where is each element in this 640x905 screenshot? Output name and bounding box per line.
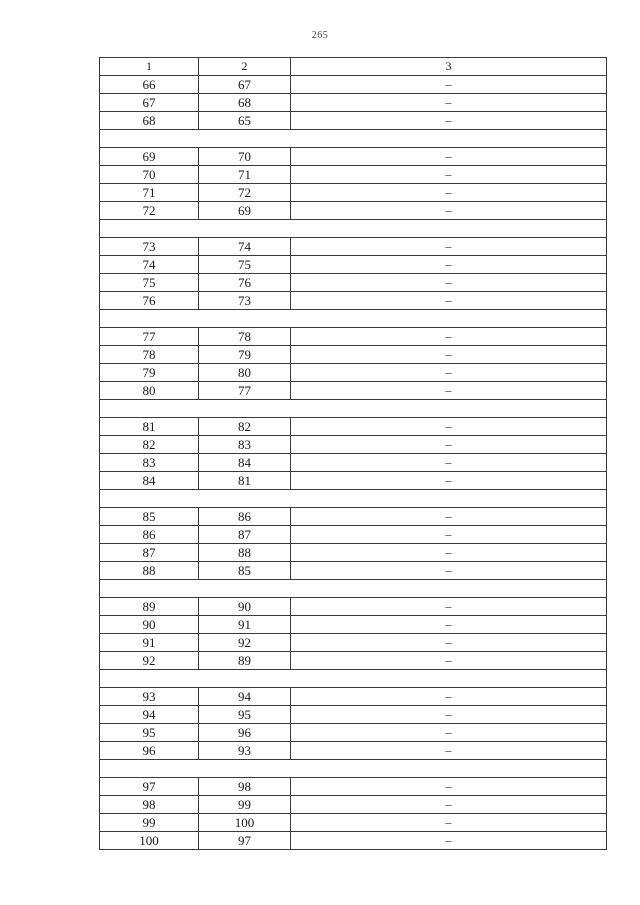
cell-col-1: 78 <box>100 346 199 364</box>
cell-col-1: 80 <box>100 382 199 400</box>
cell-col-3: – <box>291 796 607 814</box>
cell-col-2: 71 <box>199 166 291 184</box>
cell-col-3: – <box>291 652 607 670</box>
table-row <box>100 76 607 94</box>
cell-col-3: – <box>291 634 607 652</box>
group-separator <box>100 670 607 688</box>
group-separator <box>100 310 607 328</box>
table-row <box>100 94 607 112</box>
table-row <box>100 544 607 562</box>
cell-col-1: 96 <box>100 742 199 760</box>
cell-col-3: – <box>291 598 607 616</box>
cell-col-3: – <box>291 292 607 310</box>
cell-col-3: – <box>291 742 607 760</box>
cell-col-2: 76 <box>199 274 291 292</box>
table-row <box>100 724 607 742</box>
cell-col-1: 79 <box>100 364 199 382</box>
cell-col-2: 81 <box>199 472 291 490</box>
cell-col-1: 69 <box>100 148 199 166</box>
cell-col-2: 100 <box>199 814 291 832</box>
cell-col-3: – <box>291 724 607 742</box>
cell-col-2: 85 <box>199 562 291 580</box>
cell-col-2: 83 <box>199 436 291 454</box>
cell-col-1: 70 <box>100 166 199 184</box>
cell-col-3: – <box>291 418 607 436</box>
table-row <box>100 634 607 652</box>
cell-col-1: 77 <box>100 328 199 346</box>
cell-col-1: 97 <box>100 778 199 796</box>
cell-col-2: 77 <box>199 382 291 400</box>
cell-col-2: 65 <box>199 112 291 130</box>
table-row <box>100 796 607 814</box>
cell-col-1: 98 <box>100 796 199 814</box>
table-row <box>100 814 607 832</box>
cell-col-1: 66 <box>100 76 199 94</box>
cell-col-3: – <box>291 688 607 706</box>
group-separator <box>100 220 607 238</box>
cell-col-1: 100 <box>100 832 199 850</box>
table-row <box>100 652 607 670</box>
cell-col-3: – <box>291 166 607 184</box>
cell-col-2: 93 <box>199 742 291 760</box>
table-row <box>100 148 607 166</box>
cell-col-1: 93 <box>100 688 199 706</box>
cell-col-3: – <box>291 436 607 454</box>
cell-col-3: – <box>291 148 607 166</box>
cell-col-2: 73 <box>199 292 291 310</box>
cell-col-3: – <box>291 94 607 112</box>
data-table <box>99 57 607 850</box>
cell-col-3: – <box>291 238 607 256</box>
cell-col-3: – <box>291 346 607 364</box>
cell-col-1: 71 <box>100 184 199 202</box>
cell-col-2: 79 <box>199 346 291 364</box>
cell-col-3: – <box>291 706 607 724</box>
table-row <box>100 778 607 796</box>
cell-col-3: – <box>291 454 607 472</box>
cell-col-1: 89 <box>100 598 199 616</box>
table-row <box>100 238 607 256</box>
cell-col-3: – <box>291 274 607 292</box>
table-row <box>100 346 607 364</box>
table-row <box>100 472 607 490</box>
column-header: 2 <box>199 58 291 76</box>
group-separator-cell <box>100 400 607 418</box>
table-row <box>100 364 607 382</box>
table-row <box>100 184 607 202</box>
group-separator-cell <box>100 580 607 598</box>
group-separator-cell <box>100 760 607 778</box>
cell-col-3: – <box>291 382 607 400</box>
cell-col-2: 88 <box>199 544 291 562</box>
cell-col-1: 94 <box>100 706 199 724</box>
cell-col-1: 82 <box>100 436 199 454</box>
cell-col-1: 87 <box>100 544 199 562</box>
table-row <box>100 436 607 454</box>
cell-col-3: – <box>291 364 607 382</box>
table-row <box>100 112 607 130</box>
cell-col-1: 81 <box>100 418 199 436</box>
group-separator-cell <box>100 220 607 238</box>
group-separator-cell <box>100 670 607 688</box>
cell-col-3: – <box>291 616 607 634</box>
table-row <box>100 688 607 706</box>
table-row <box>100 256 607 274</box>
cell-col-1: 99 <box>100 814 199 832</box>
table-row <box>100 166 607 184</box>
cell-col-1: 90 <box>100 616 199 634</box>
cell-col-3: – <box>291 202 607 220</box>
page-number: 265 <box>311 30 329 41</box>
table-row <box>100 418 607 436</box>
cell-col-2: 82 <box>199 418 291 436</box>
group-separator-cell <box>100 310 607 328</box>
cell-col-3: – <box>291 814 607 832</box>
group-separator <box>100 490 607 508</box>
table-row <box>100 616 607 634</box>
column-header: 3 <box>291 58 607 76</box>
cell-col-2: 99 <box>199 796 291 814</box>
cell-col-2: 89 <box>199 652 291 670</box>
cell-col-2: 69 <box>199 202 291 220</box>
table-row <box>100 382 607 400</box>
cell-col-2: 78 <box>199 328 291 346</box>
group-separator-cell <box>100 130 607 148</box>
cell-col-3: – <box>291 544 607 562</box>
cell-col-2: 80 <box>199 364 291 382</box>
cell-col-2: 70 <box>199 148 291 166</box>
table-row <box>100 706 607 724</box>
cell-col-2: 94 <box>199 688 291 706</box>
cell-col-1: 74 <box>100 256 199 274</box>
group-separator <box>100 580 607 598</box>
cell-col-3: – <box>291 508 607 526</box>
cell-col-1: 95 <box>100 724 199 742</box>
cell-col-2: 97 <box>199 832 291 850</box>
cell-col-3: – <box>291 562 607 580</box>
cell-col-1: 84 <box>100 472 199 490</box>
table-row <box>100 562 607 580</box>
cell-col-2: 72 <box>199 184 291 202</box>
cell-col-3: – <box>291 328 607 346</box>
group-separator-cell <box>100 490 607 508</box>
cell-col-3: – <box>291 832 607 850</box>
table-row <box>100 292 607 310</box>
table-row <box>100 202 607 220</box>
table-row <box>100 508 607 526</box>
cell-col-2: 84 <box>199 454 291 472</box>
cell-col-3: – <box>291 472 607 490</box>
cell-col-3: – <box>291 184 607 202</box>
cell-col-2: 68 <box>199 94 291 112</box>
cell-col-1: 92 <box>100 652 199 670</box>
cell-col-3: – <box>291 526 607 544</box>
cell-col-3: – <box>291 76 607 94</box>
cell-col-2: 90 <box>199 598 291 616</box>
cell-col-2: 86 <box>199 508 291 526</box>
table-row <box>100 274 607 292</box>
cell-col-1: 88 <box>100 562 199 580</box>
table-row <box>100 832 607 850</box>
cell-col-2: 91 <box>199 616 291 634</box>
table-row <box>100 328 607 346</box>
cell-col-3: – <box>291 112 607 130</box>
cell-col-1: 85 <box>100 508 199 526</box>
cell-col-3: – <box>291 256 607 274</box>
cell-col-1: 91 <box>100 634 199 652</box>
column-header: 1 <box>100 58 199 76</box>
cell-col-1: 72 <box>100 202 199 220</box>
table-header-row <box>100 58 607 76</box>
cell-col-2: 96 <box>199 724 291 742</box>
cell-col-2: 87 <box>199 526 291 544</box>
cell-col-1: 73 <box>100 238 199 256</box>
cell-col-1: 75 <box>100 274 199 292</box>
cell-col-1: 76 <box>100 292 199 310</box>
cell-col-1: 83 <box>100 454 199 472</box>
table-row <box>100 526 607 544</box>
cell-col-2: 75 <box>199 256 291 274</box>
cell-col-2: 98 <box>199 778 291 796</box>
table-body <box>100 76 607 850</box>
cell-col-1: 67 <box>100 94 199 112</box>
cell-col-3: – <box>291 778 607 796</box>
group-separator <box>100 760 607 778</box>
cell-col-1: 68 <box>100 112 199 130</box>
cell-col-2: 67 <box>199 76 291 94</box>
cell-col-1: 86 <box>100 526 199 544</box>
cell-col-2: 95 <box>199 706 291 724</box>
group-separator <box>100 400 607 418</box>
table-row <box>100 454 607 472</box>
group-separator <box>100 130 607 148</box>
cell-col-2: 74 <box>199 238 291 256</box>
table-row <box>100 742 607 760</box>
cell-col-2: 92 <box>199 634 291 652</box>
table-row <box>100 598 607 616</box>
